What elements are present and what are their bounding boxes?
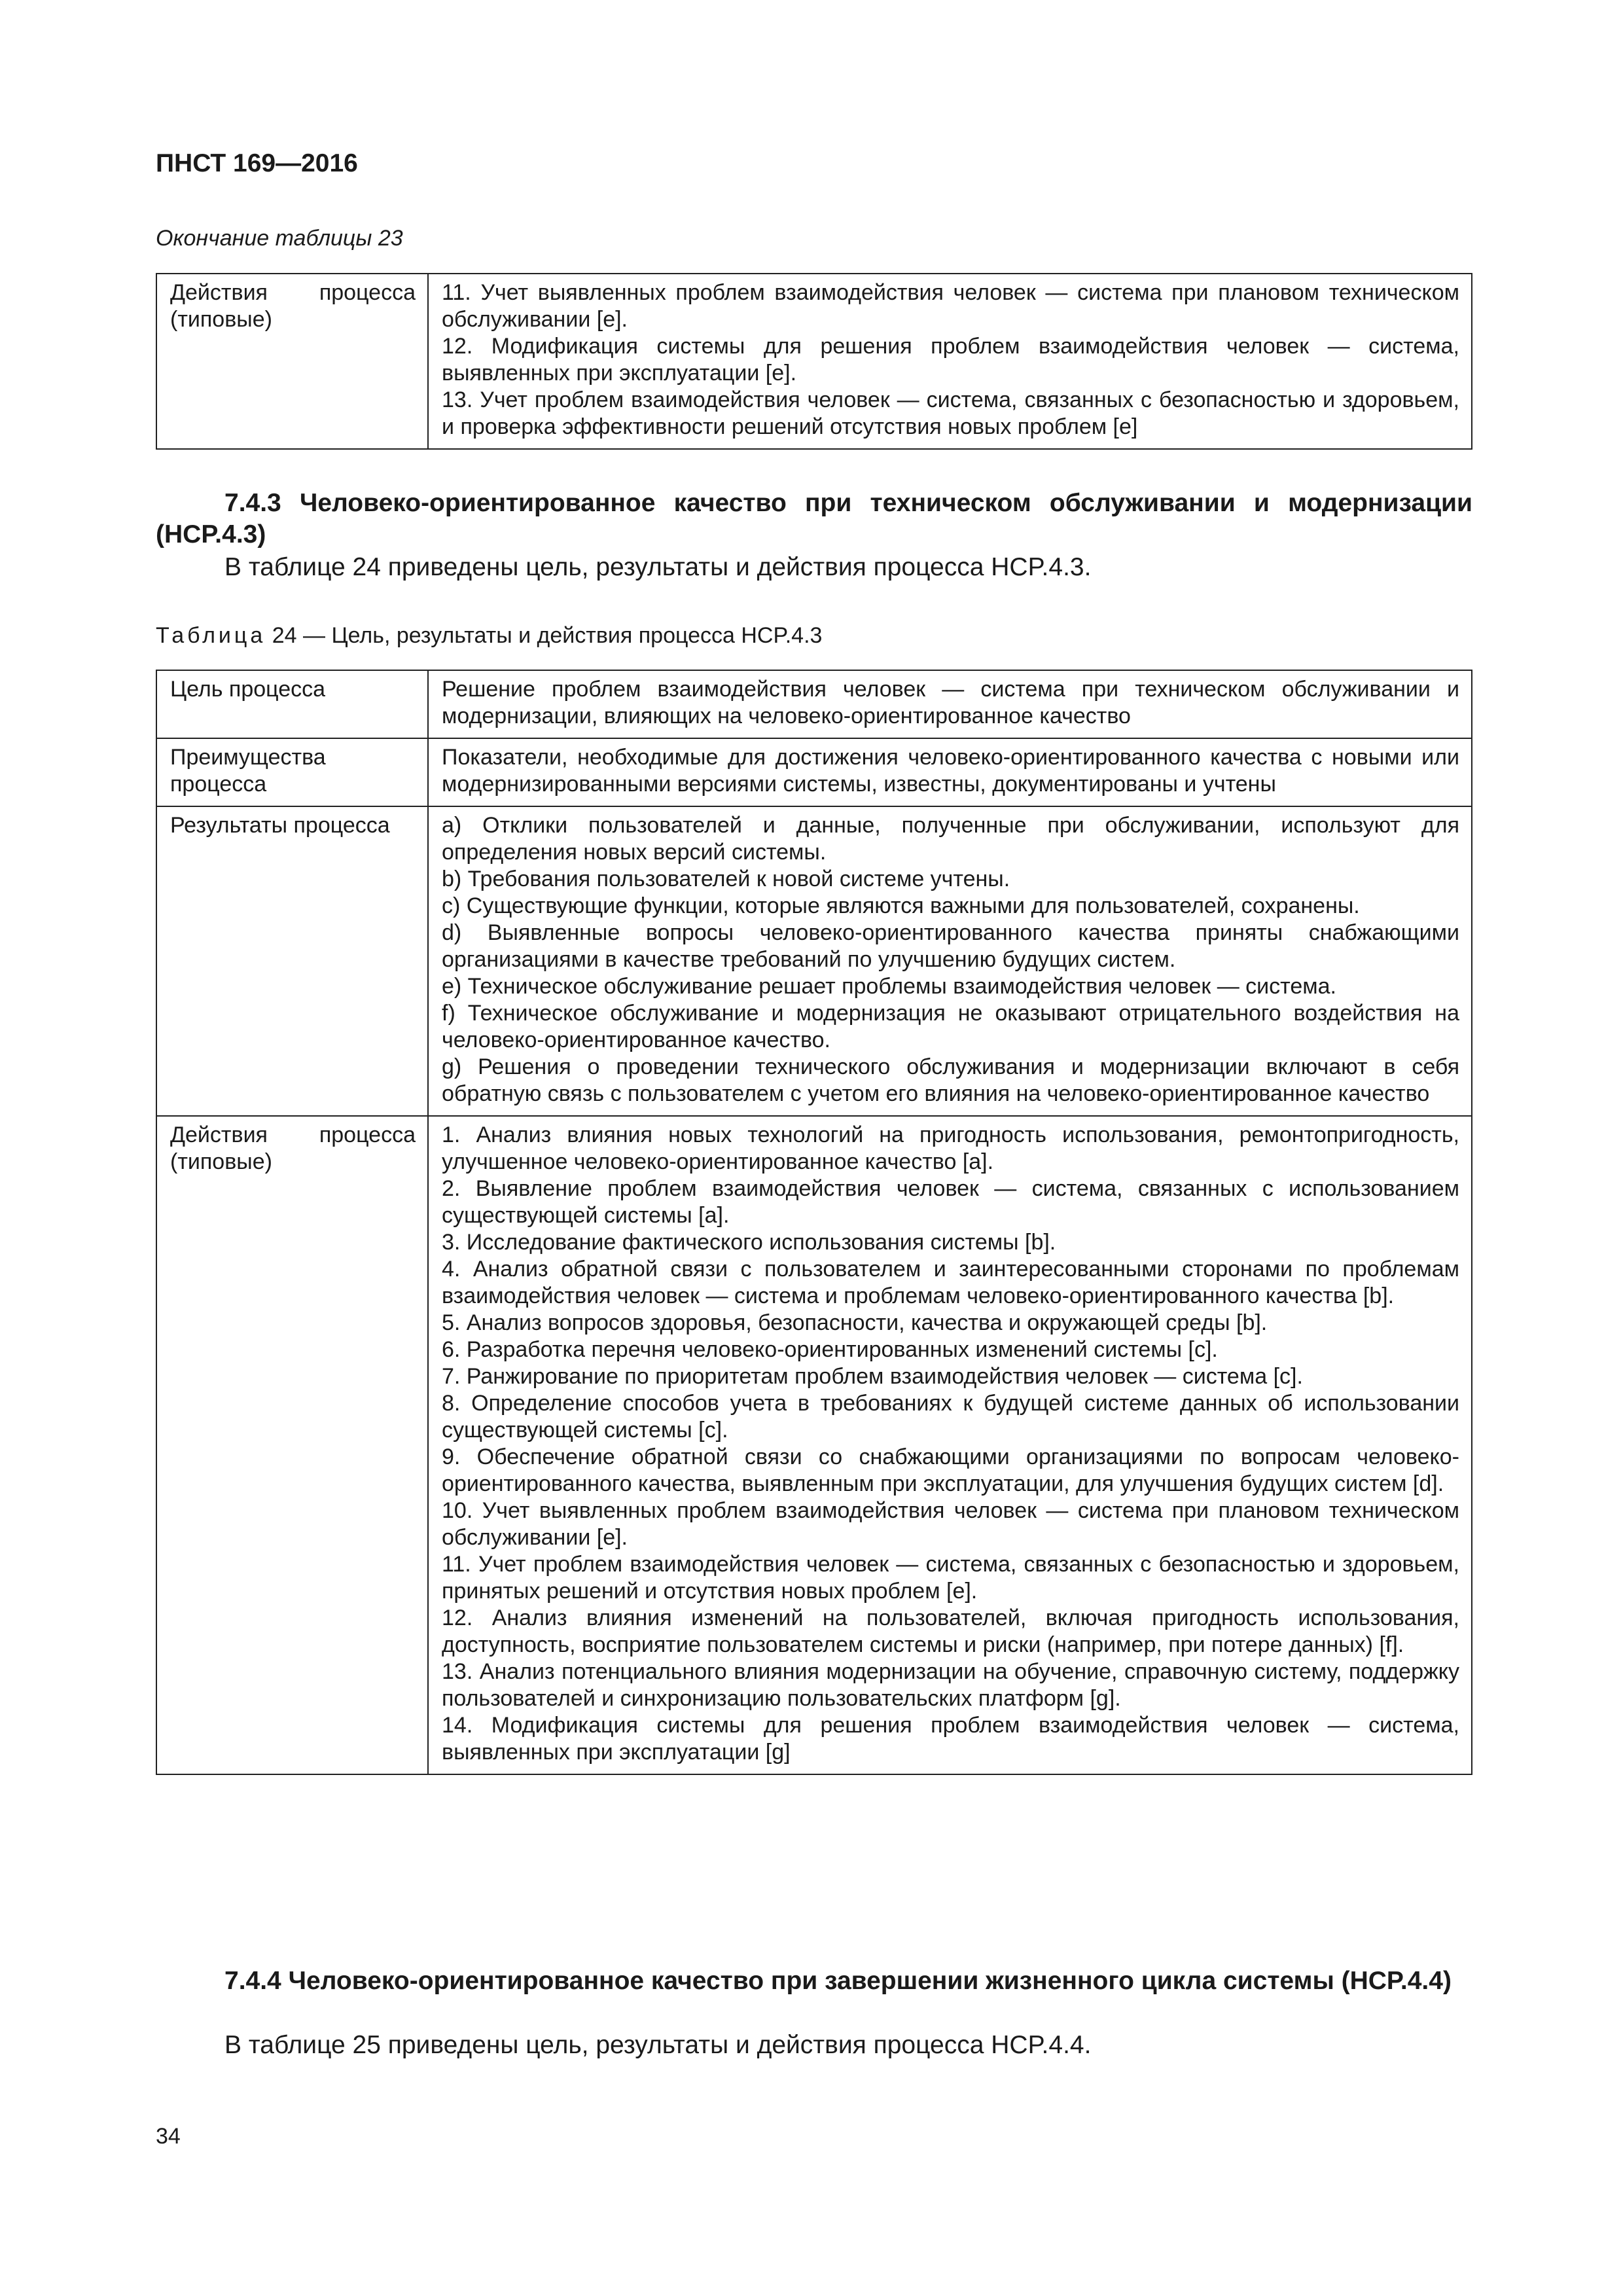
row-label: Действия процесса (типовые) bbox=[156, 1116, 428, 1774]
row-content bbox=[428, 1116, 1472, 1774]
list-item: 3. Исследование фактического использования системы [b]. bbox=[442, 1230, 1056, 1255]
list-item: b) Требования пользователей к новой системе учтены. bbox=[442, 867, 1010, 891]
list-item: 6. Разработка перечня человеко-ориентированных изменений системы [c]. bbox=[442, 1337, 1218, 1362]
row-content bbox=[428, 806, 1472, 1116]
list-item: c) Существующие функции, которые являются важными для пользователей, сохранены. bbox=[442, 893, 1360, 918]
table-row bbox=[156, 670, 1472, 738]
list-item: 14. Модификация системы для решения проблем взаимодействия человек — система, выявленных при эксплуатации [g] bbox=[442, 1713, 1459, 1765]
list-item: 10. Учет выявленных проблем взаимодействия человек — система при плановом техническом обслуживании [e]. bbox=[442, 1498, 1459, 1550]
list-item: 5. Анализ вопросов здоровья, безопасности, качества и окружающей среды [b]. bbox=[442, 1310, 1268, 1335]
standard-code: ПНСТ 169—2016 bbox=[156, 149, 358, 177]
table-continuation-caption: Окончание таблицы 23 bbox=[156, 226, 403, 251]
list-item: f) Техническое обслуживание и модернизация не оказывают отрицательного воздействия на человеко-ориентированное качество. bbox=[442, 1001, 1459, 1052]
row-content bbox=[428, 670, 1472, 738]
list-item: 11. Учет проблем взаимодействия человек — система, связанных с безопасностью и здоровьем, принятых решений и отсутствия новых проблем [e]. bbox=[442, 1552, 1459, 1604]
row-label: Цель процесса bbox=[156, 670, 428, 738]
page-number: 34 bbox=[156, 2124, 181, 2149]
section-intro-7-4-4: В таблице 25 приведены цель, результаты и действия процесса HCP.4.4. bbox=[224, 2031, 1092, 2059]
list-item: d) Выявленные вопросы человеко-ориентированного качества приняты снабжающими организациями в качестве требований по улучшению будущих систем. bbox=[442, 920, 1459, 972]
list-item: 4. Анализ обратной связи с пользователем и заинтересованными сторонами по проблемам взаимодействия человек — система и проблемам человеко-ориентированного качества [b]. bbox=[442, 1257, 1459, 1308]
list-item: 13. Учет проблем взаимодействия человек — система, связанных с безопасностью и здоровьем, и проверка эффективности решений отсутствия новых проблем [e] bbox=[442, 387, 1459, 439]
list-item: 7. Ранжирование по приоритетам проблем взаимодействия человек — система [c]. bbox=[442, 1364, 1303, 1389]
list-item: g) Решения о проведении технического обслуживания и модернизации включают в себя обратную связь с пользователем с учетом его влияния на человеко-ориентированное качество bbox=[442, 1054, 1459, 1106]
list-item: 13. Анализ потенциального влияния модернизации на обучение, справочную систему, поддержку пользователей и синхронизацию пользовательских платформ [g]. bbox=[442, 1659, 1459, 1711]
list-item: 12. Анализ влияния изменений на пользователей, включая пригодность использования, доступность, восприятие пользователем системы и риски (например, при потере данных) [f]. bbox=[442, 1605, 1459, 1657]
row-content bbox=[428, 738, 1472, 806]
table-23-continuation bbox=[156, 273, 1472, 450]
list-item: a) Отклики пользователей и данные, полученные при обслуживании, используют для определения новых версий системы. bbox=[442, 813, 1459, 865]
list-item: 2. Выявление проблем взаимодействия человек — система, связанных с использованием существующей системы [a]. bbox=[442, 1176, 1459, 1228]
row-content bbox=[428, 274, 1472, 449]
section-heading-7-4-3: 7.4.3 Человеко-ориентированное качество при техническом обслуживании и модернизации (HCP.4.3) bbox=[156, 489, 1472, 548]
table-row bbox=[156, 738, 1472, 806]
section-heading-7-4-4: 7.4.4 Человеко-ориентированное качество при завершении жизненного цикла системы (HCP.4.4) bbox=[224, 1967, 1452, 1995]
list-item: 1. Анализ влияния новых технологий на пригодность использования, ремонтопригодность, улучшенное человеко-ориентированное качество [a]. bbox=[442, 1122, 1459, 1174]
table-row bbox=[156, 1116, 1472, 1774]
list-item: e) Техническое обслуживание решает проблемы взаимодействия человек — система. bbox=[442, 974, 1337, 999]
section-intro-7-4-3: В таблице 24 приведены цель, результаты и действия процесса HCP.4.3. bbox=[224, 553, 1092, 581]
table-24-caption bbox=[156, 623, 822, 649]
row-label: Действия процесса (типовые) bbox=[156, 274, 428, 449]
list-item: 12. Модификация системы для решения проблем взаимодействия человек — система, выявленных при эксплуатации [e]. bbox=[442, 334, 1459, 386]
table-row bbox=[156, 806, 1472, 1116]
table-caption-text: 24 — Цель, результаты и действия процесса HCP.4.3 bbox=[266, 623, 823, 648]
table-row bbox=[156, 274, 1472, 449]
row-label: Преимущества процесса bbox=[156, 738, 428, 806]
list-item: 11. Учет выявленных проблем взаимодействия человек — система при плановом техническом обслуживании [e]. bbox=[442, 280, 1459, 332]
table-24 bbox=[156, 670, 1472, 1775]
table-caption-word: Таблица bbox=[156, 623, 266, 648]
list-item: Решение проблем взаимодействия человек — система при техническом обслуживании и модернизации, влияющих на человеко-ориентированное качество bbox=[442, 677, 1459, 728]
row-label: Результаты процесса bbox=[156, 806, 428, 1116]
list-item: 9. Обеспечение обратной связи со снабжающими организациями по вопросам человеко-ориентированного качества, выявленным при эксплуатации, для улучшения будущих систем [d]. bbox=[442, 1444, 1459, 1496]
list-item: Показатели, необходимые для достижения человеко-ориентированного качества с новыми или модернизированными версиями системы, известны, документированы и учтены bbox=[442, 745, 1459, 797]
list-item: 8. Определение способов учета в требованиях к будущей системе данных об использовании существующей системы [c]. bbox=[442, 1391, 1459, 1443]
